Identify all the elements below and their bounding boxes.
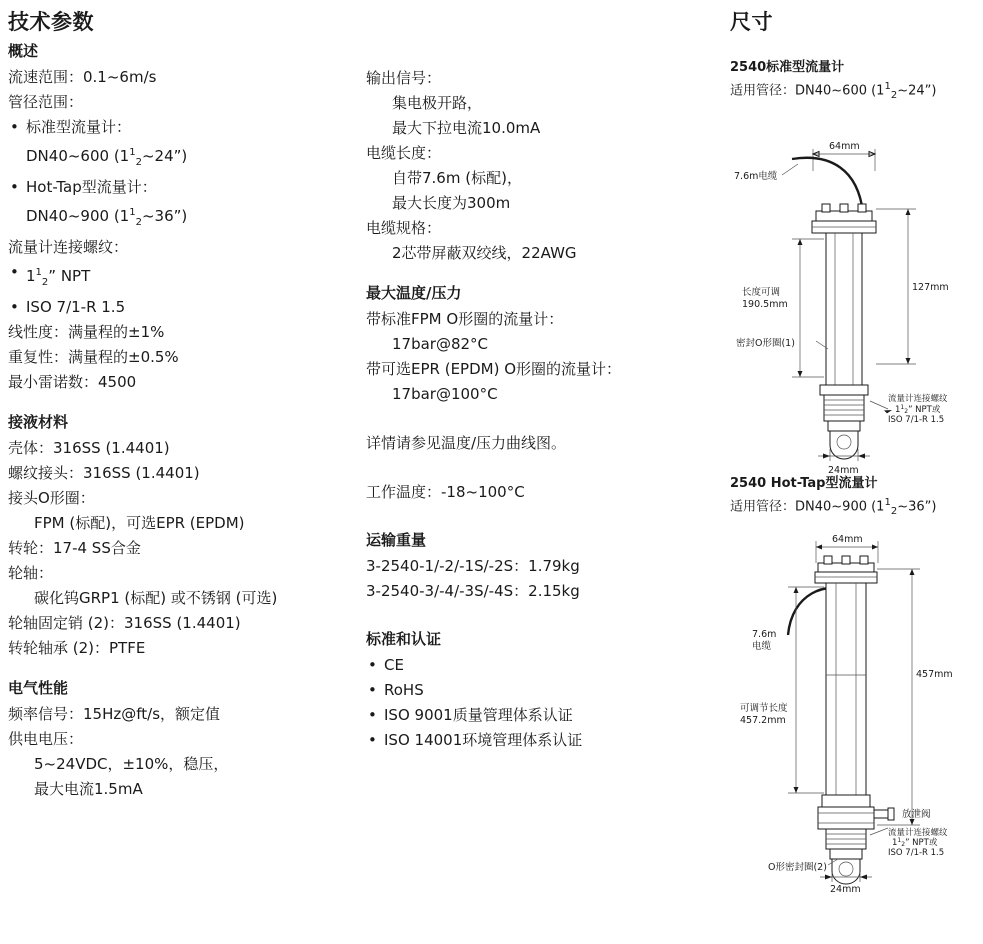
thread-bullet-1-label: ISO 7/1-R 1.5 [26, 298, 126, 316]
standard-drawing [730, 109, 980, 476]
label-width-bottom: 24mm [828, 464, 859, 476]
temp-note: 详情请参见温度/压力曲线图。 [366, 434, 567, 452]
overview-heading: 概述 [8, 42, 39, 60]
weight-0: 3-2540-1/-2/-1S/-2S：1.79kg [366, 557, 580, 575]
weight-1: 3-2540-3/-4/-3S/-4S：2.15kg [366, 582, 580, 600]
label-thread-3: ISO 7/1-R 1.5 [888, 414, 945, 425]
dimensions-column [730, 6, 980, 894]
pipe-bullet-0-sub: DN40~600 $(1^1_2\sim 24”)$ [26, 147, 188, 168]
hottap-label-thread-1: 流量计连接螺纹 [888, 827, 948, 838]
work-temp: 工作温度：-18~100°C [366, 483, 525, 501]
standard-meter-diagram [730, 109, 980, 476]
hottap-label-oring: O形密封圈(2) [768, 861, 827, 873]
wetted3-1: 转轮轴承 (2)：PTFE [8, 639, 146, 657]
thread-heading: 流量计连接螺纹： [8, 238, 129, 256]
hottap-label-width-bottom: 24mm [830, 883, 861, 895]
label-width-top: 64mm [829, 140, 860, 152]
wetted2-1: 轮轴： [8, 564, 54, 582]
wetted2-indent-0: 碳化钨GRP1 (标配) 或不锈钢 (可选) [34, 589, 278, 607]
label-adjustable-val: 190.5mm [742, 298, 788, 310]
cable-spec-heading: 电缆规格： [366, 219, 442, 237]
after-thread-0: 线性度：满量程的±1% [8, 323, 165, 341]
label-thread-1: 流量计连接螺纹 [888, 393, 948, 404]
hottap-label-drain: 放泄阀 [902, 808, 931, 820]
hottap-subtitle: 适用管径：DN40~900 $(1^1_2\sim 36”)$ [730, 496, 937, 517]
wetted-2: 接头O形圈： [8, 489, 95, 507]
cert-0: • CE [366, 653, 696, 678]
after-thread-1: 重复性：满量程的±0.5% [8, 348, 179, 366]
electrical-indent-1: 最大电流1.5mA [34, 780, 143, 798]
overview-line-0: 流速范围：0.1~6m/s [8, 68, 157, 86]
output-indent-0: 集电极开路， [392, 94, 483, 112]
dimension-hottap-block [730, 474, 980, 894]
hottap-label-adjustable: 可调节长度 [740, 702, 788, 714]
cert-2: • ISO 9001质量管理体系认证 [366, 703, 696, 728]
pipe-bullet-0-label: 标准型流量计： [26, 118, 132, 136]
after-thread-2: 最小雷诺数：4500 [8, 373, 137, 391]
label-height-right: 127mm [912, 281, 949, 293]
page-title: 技术参数 [8, 10, 94, 34]
standard-title: 2540标准型流量计 [730, 60, 845, 75]
wetted-1: 螺纹接头：316SS (1.4401) [8, 464, 200, 482]
dimensions-title: 尺寸 [730, 10, 773, 34]
wetted3-0: 轮轴固定销 (2)：316SS (1.4401) [8, 614, 241, 632]
hottap-label-width-top: 64mm [832, 533, 863, 545]
wetted-indent-0: FPM (标配)，可选EPR (EPDM) [34, 514, 245, 532]
temp-heading: 最大温度/压力 [366, 284, 462, 302]
cert-3: • ISO 14001环境管理体系认证 [366, 728, 696, 753]
hottap-drawing [730, 525, 980, 880]
temp-line-0: 带标准FPM O形圈的流量计： [366, 310, 564, 328]
pipe-bullet-1 [8, 175, 358, 200]
cert-heading: 标准和认证 [366, 630, 442, 648]
dimension-standard-block [730, 58, 980, 476]
output-indent-1: 最大下拉电流10.0mA [392, 119, 541, 137]
cert-1: • RoHS [366, 678, 696, 703]
thread-bullet-0: • $1^1_2$” NPT [8, 260, 358, 295]
specs-column-1 [8, 40, 358, 802]
temp-indent-0: 17bar@82°C [392, 335, 489, 353]
hottap-label-adjustable-val: 457.2mm [740, 714, 786, 726]
hottap-label-thread-2: $1^1_2$” NPT或 [892, 836, 938, 848]
temp-indent-1: 17bar@100°C [392, 385, 498, 403]
cable-indent-1: 最大长度为300m [392, 194, 511, 212]
hottap-meter-diagram [730, 525, 980, 880]
hottap-label-thread-3: ISO 7/1-R 1.5 [888, 847, 945, 858]
electrical-heading: 电气性能 [8, 679, 69, 697]
label-adjustable: 长度可调 [742, 286, 781, 298]
pipe-bullet-1-label: Hot-Tap型流量计： [26, 178, 157, 196]
temp-line-1: 带可选EPR (EPDM) O形圈的流量计： [366, 360, 622, 378]
specs-title-wrap [8, 6, 94, 36]
cable-indent-0: 自带7.6m (标配)， [392, 169, 522, 187]
specs-column-2 [366, 66, 696, 753]
overview-line-1: 管径范围： [8, 93, 84, 111]
hottap-title: 2540 Hot-Tap型流量计 [730, 475, 878, 491]
label-cable: 7.6m电缆 [734, 170, 778, 182]
hottap-label-height-right: 457mm [916, 668, 953, 680]
electrical-0: 频率信号：15Hz@ft/s，额定值 [8, 705, 221, 723]
label-oring: 密封O形圈(1) [736, 337, 795, 349]
label-thread-2: $1^1_2$” NPT或 [895, 403, 941, 415]
pipe-bullet-1-sub: DN40~900 $(1^1_2\sim 36”)$ [26, 207, 188, 228]
pipe-bullet-0 [8, 115, 358, 140]
wetted2-0: 转轮：17-4 SS合金 [8, 539, 141, 557]
hottap-label-cable-1: 7.6m [752, 628, 777, 640]
thread-bullet-1 [8, 295, 358, 320]
weight-heading: 运输重量 [366, 531, 427, 549]
cable-spec-indent-0: 2芯带屏蔽双绞线，22AWG [392, 244, 577, 262]
wetted-0: 壳体：316SS (1.4401) [8, 439, 170, 457]
cable-heading: 电缆长度： [366, 144, 442, 162]
output-heading: 输出信号： [366, 69, 442, 87]
electrical-1: 供电电压： [8, 730, 84, 748]
standard-subtitle: 适用管径：DN40~600 $(1^1_2\sim 24”)$ [730, 81, 937, 101]
hottap-label-cable-2: 电缆 [752, 640, 772, 652]
electrical-indent-0: 5~24VDC，±10%，稳压， [34, 755, 229, 773]
wetted-heading: 接液材料 [8, 413, 69, 431]
